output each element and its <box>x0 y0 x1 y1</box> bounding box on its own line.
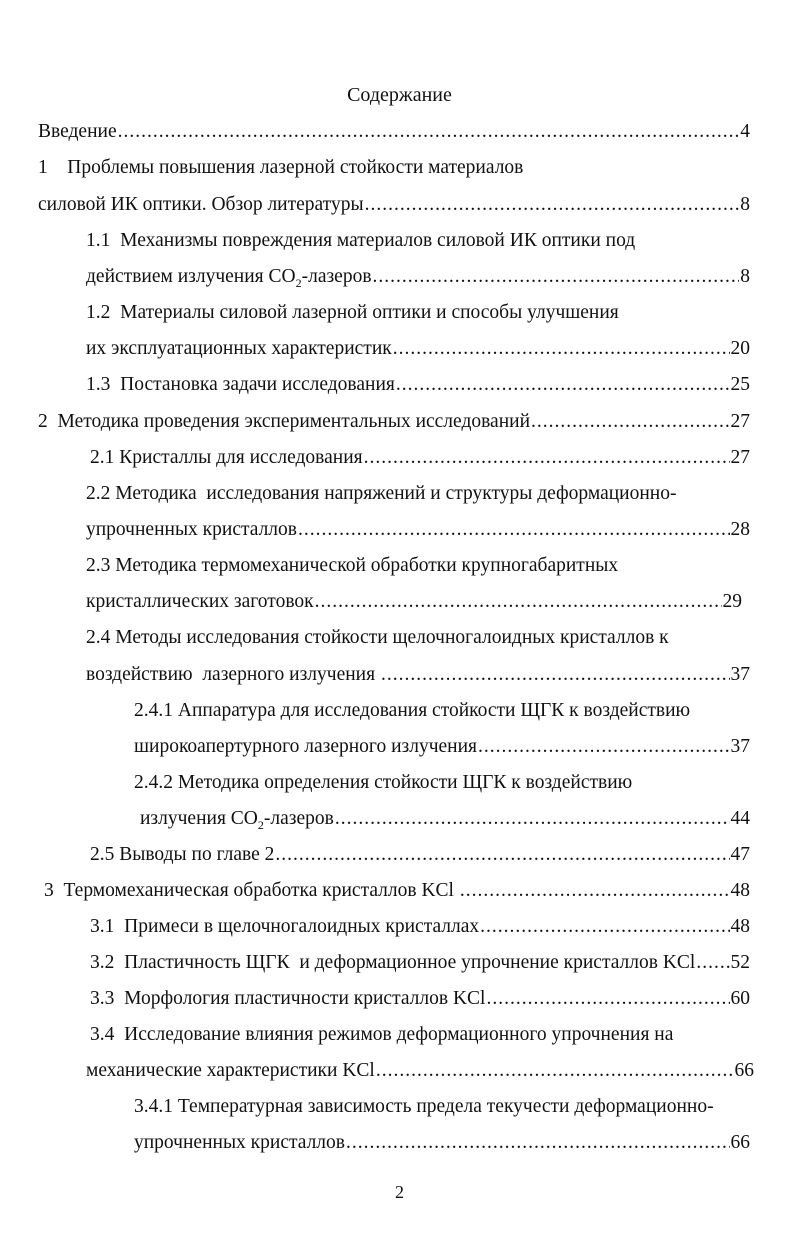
toc-leader-dots <box>365 192 740 218</box>
toc-entry-label: 1.2 Материалы силовой лазерной оптики и способы улучшения <box>86 302 619 323</box>
toc-entry-introduction <box>38 119 750 145</box>
toc-page-number: 48 <box>730 916 750 937</box>
toc-entry-1-1-line2 <box>86 264 750 290</box>
toc-entry-label: воздействию лазерного излучения <box>86 664 380 685</box>
toc-entry-label: 3.4.1 Температурная зависимость предела текучести деформационно- <box>134 1096 714 1117</box>
toc-leader-dots <box>531 409 729 435</box>
toc-entry-1-2-line2 <box>86 336 750 362</box>
toc-entry-label: упрочненных кристаллов <box>86 519 297 540</box>
toc-page-number: 60 <box>730 988 750 1009</box>
label-text: излучения CO <box>140 808 258 829</box>
toc-entry-chapter-1-line1 <box>38 155 523 181</box>
toc-entry-label: их эксплуатационных характеристик <box>86 338 392 359</box>
toc-entry-label: 1.1 Механизмы повреждения материалов силовой ИК оптики под <box>86 230 636 251</box>
toc-page-number: 44 <box>730 808 750 829</box>
toc-page-number: 66 <box>734 1060 754 1081</box>
page-number: 2 <box>395 1182 404 1202</box>
subscript: 2 <box>257 817 264 832</box>
toc-entry-3-3 <box>90 986 750 1012</box>
toc-leader-dots <box>315 589 722 615</box>
toc-entry-3-4-line2 <box>86 1058 754 1084</box>
toc-entry-2-2-line2 <box>86 517 750 543</box>
toc-entry-label <box>86 264 372 290</box>
toc-leader-dots <box>335 806 730 832</box>
toc-entry-3-4-1-line2 <box>134 1130 750 1156</box>
toc-page-number: 8 <box>740 194 750 215</box>
toc-page-number: 27 <box>730 447 750 468</box>
toc-entry-label: 1.3 Постановка задачи исследования <box>86 374 395 395</box>
toc-entry-label: 2 Методика проведения экспериментальных исследований <box>38 411 531 432</box>
toc-leader-dots <box>118 119 740 145</box>
toc-leader-dots <box>480 914 729 940</box>
toc-entry-1-3 <box>86 372 750 398</box>
toc-leader-dots <box>486 986 729 1012</box>
toc-entry-2-4-line2 <box>86 662 750 688</box>
toc-entry-label: 2.2 Методика исследования напряжений и структуры деформационно- <box>86 483 677 504</box>
label-text: -лазеров <box>263 808 334 829</box>
toc-entry-2-2-line1 <box>86 481 676 507</box>
toc-leader-dots <box>460 878 730 904</box>
toc-entry-label: 2.3 Методика термомеханической обработки крупногабаритных <box>86 555 619 576</box>
toc-page-number: 4 <box>740 121 750 142</box>
toc-entry-label <box>140 806 334 832</box>
subscript: 2 <box>295 275 302 290</box>
label-text: -лазеров <box>301 266 372 287</box>
toc-page-number: 25 <box>730 374 750 395</box>
toc-entry-label: 1 Проблемы повышения лазерной стойкости материалов <box>38 157 524 178</box>
toc-entry-label: Введение <box>38 121 117 142</box>
toc-entry-chapter-3 <box>44 878 750 904</box>
toc-entry-2-4-1-line2 <box>134 734 750 760</box>
toc-page-number: 66 <box>730 1132 750 1153</box>
toc-entry-label: 2.5 Выводы по главе 2 <box>90 844 275 865</box>
toc-entry-label: 2.1 Кристаллы для исследования <box>90 447 363 468</box>
label-text: действием излучения CO <box>86 266 296 287</box>
toc-leader-dots <box>346 1130 730 1156</box>
toc-entry-label: 2.4.2 Методика определения стойкости ЩГК к воздействию <box>134 772 633 793</box>
toc-entry-chapter-1-line2 <box>38 192 750 218</box>
toc-entry-chapter-2 <box>38 409 750 435</box>
toc-entry-label: механические характеристики KCl <box>86 1060 375 1081</box>
toc-entry-3-4-1-line1 <box>134 1094 714 1120</box>
toc-leader-dots <box>275 842 729 868</box>
toc-leader-dots <box>696 950 729 976</box>
toc-entry-label: упрочненных кристаллов <box>134 1132 345 1153</box>
toc-entry-label: кристаллических заготовок <box>86 591 314 612</box>
toc-page-number: 37 <box>730 736 750 757</box>
toc-entry-label: широкоапертурного лазерного излучения <box>134 736 477 757</box>
toc-leader-dots <box>373 264 740 290</box>
toc-entry-label: 2.4.1 Аппаратура для исследования стойкости ЩГК к воздействию <box>134 700 691 721</box>
toc-entry-label: 3.1 Примеси в щелочногалоидных кристаллах <box>90 916 480 937</box>
toc-entry-3-1 <box>90 914 750 940</box>
toc-entry-2-1 <box>90 445 750 471</box>
toc-entry-2-3-line1 <box>86 553 618 579</box>
toc-page-number: 37 <box>730 664 750 685</box>
toc-entry-2-4-2-line1 <box>134 770 632 796</box>
toc-entry-2-3-line2 <box>86 589 742 615</box>
toc-entry-2-4-2-line2 <box>140 806 750 832</box>
toc-page-number: 47 <box>730 844 750 865</box>
toc-page-number: 29 <box>722 591 742 612</box>
toc-entry-1-1-line1 <box>86 228 635 254</box>
toc-entry-1-2-line1 <box>86 300 619 326</box>
toc-page-number: 52 <box>730 952 750 973</box>
toc-entry-2-4-line1 <box>86 625 669 651</box>
toc-leader-dots <box>298 517 730 543</box>
toc-leader-dots <box>364 445 730 471</box>
toc-entry-label: 3.4 Исследование влияния режимов деформационного упрочнения на <box>90 1024 674 1045</box>
toc-page-number: 48 <box>730 880 750 901</box>
toc-entry-label: силовой ИК оптики. Обзор литературы <box>38 194 364 215</box>
toc-entry-3-4-line1 <box>90 1022 673 1048</box>
toc-leader-dots <box>396 372 730 398</box>
toc-entry-label: 3.3 Морфология пластичности кристаллов KCl <box>90 988 486 1009</box>
toc-entry-3-2 <box>90 950 750 976</box>
toc-leader-dots <box>393 336 730 362</box>
toc-entry-2-5 <box>90 842 750 868</box>
toc-page-number: 20 <box>730 338 750 359</box>
toc-leader-dots <box>478 734 730 760</box>
toc-page-number: 8 <box>740 266 750 287</box>
toc-page-number: 27 <box>730 411 750 432</box>
toc-page-number: 28 <box>730 519 750 540</box>
toc-leader-dots <box>381 662 730 688</box>
toc-entry-label: 3 Термомеханическая обработка кристаллов KCl <box>44 880 459 901</box>
toc-entry-label: 2.4 Методы исследования стойкости щелочногалоидных кристаллов к <box>86 627 669 648</box>
toc-entry-label: 3.2 Пластичность ЩГК и деформационное упрочнение кристаллов KCl <box>90 952 696 973</box>
page-title: Содержание <box>347 84 452 106</box>
toc-leader-dots <box>376 1058 734 1084</box>
toc-entry-2-4-1-line1 <box>134 698 690 724</box>
